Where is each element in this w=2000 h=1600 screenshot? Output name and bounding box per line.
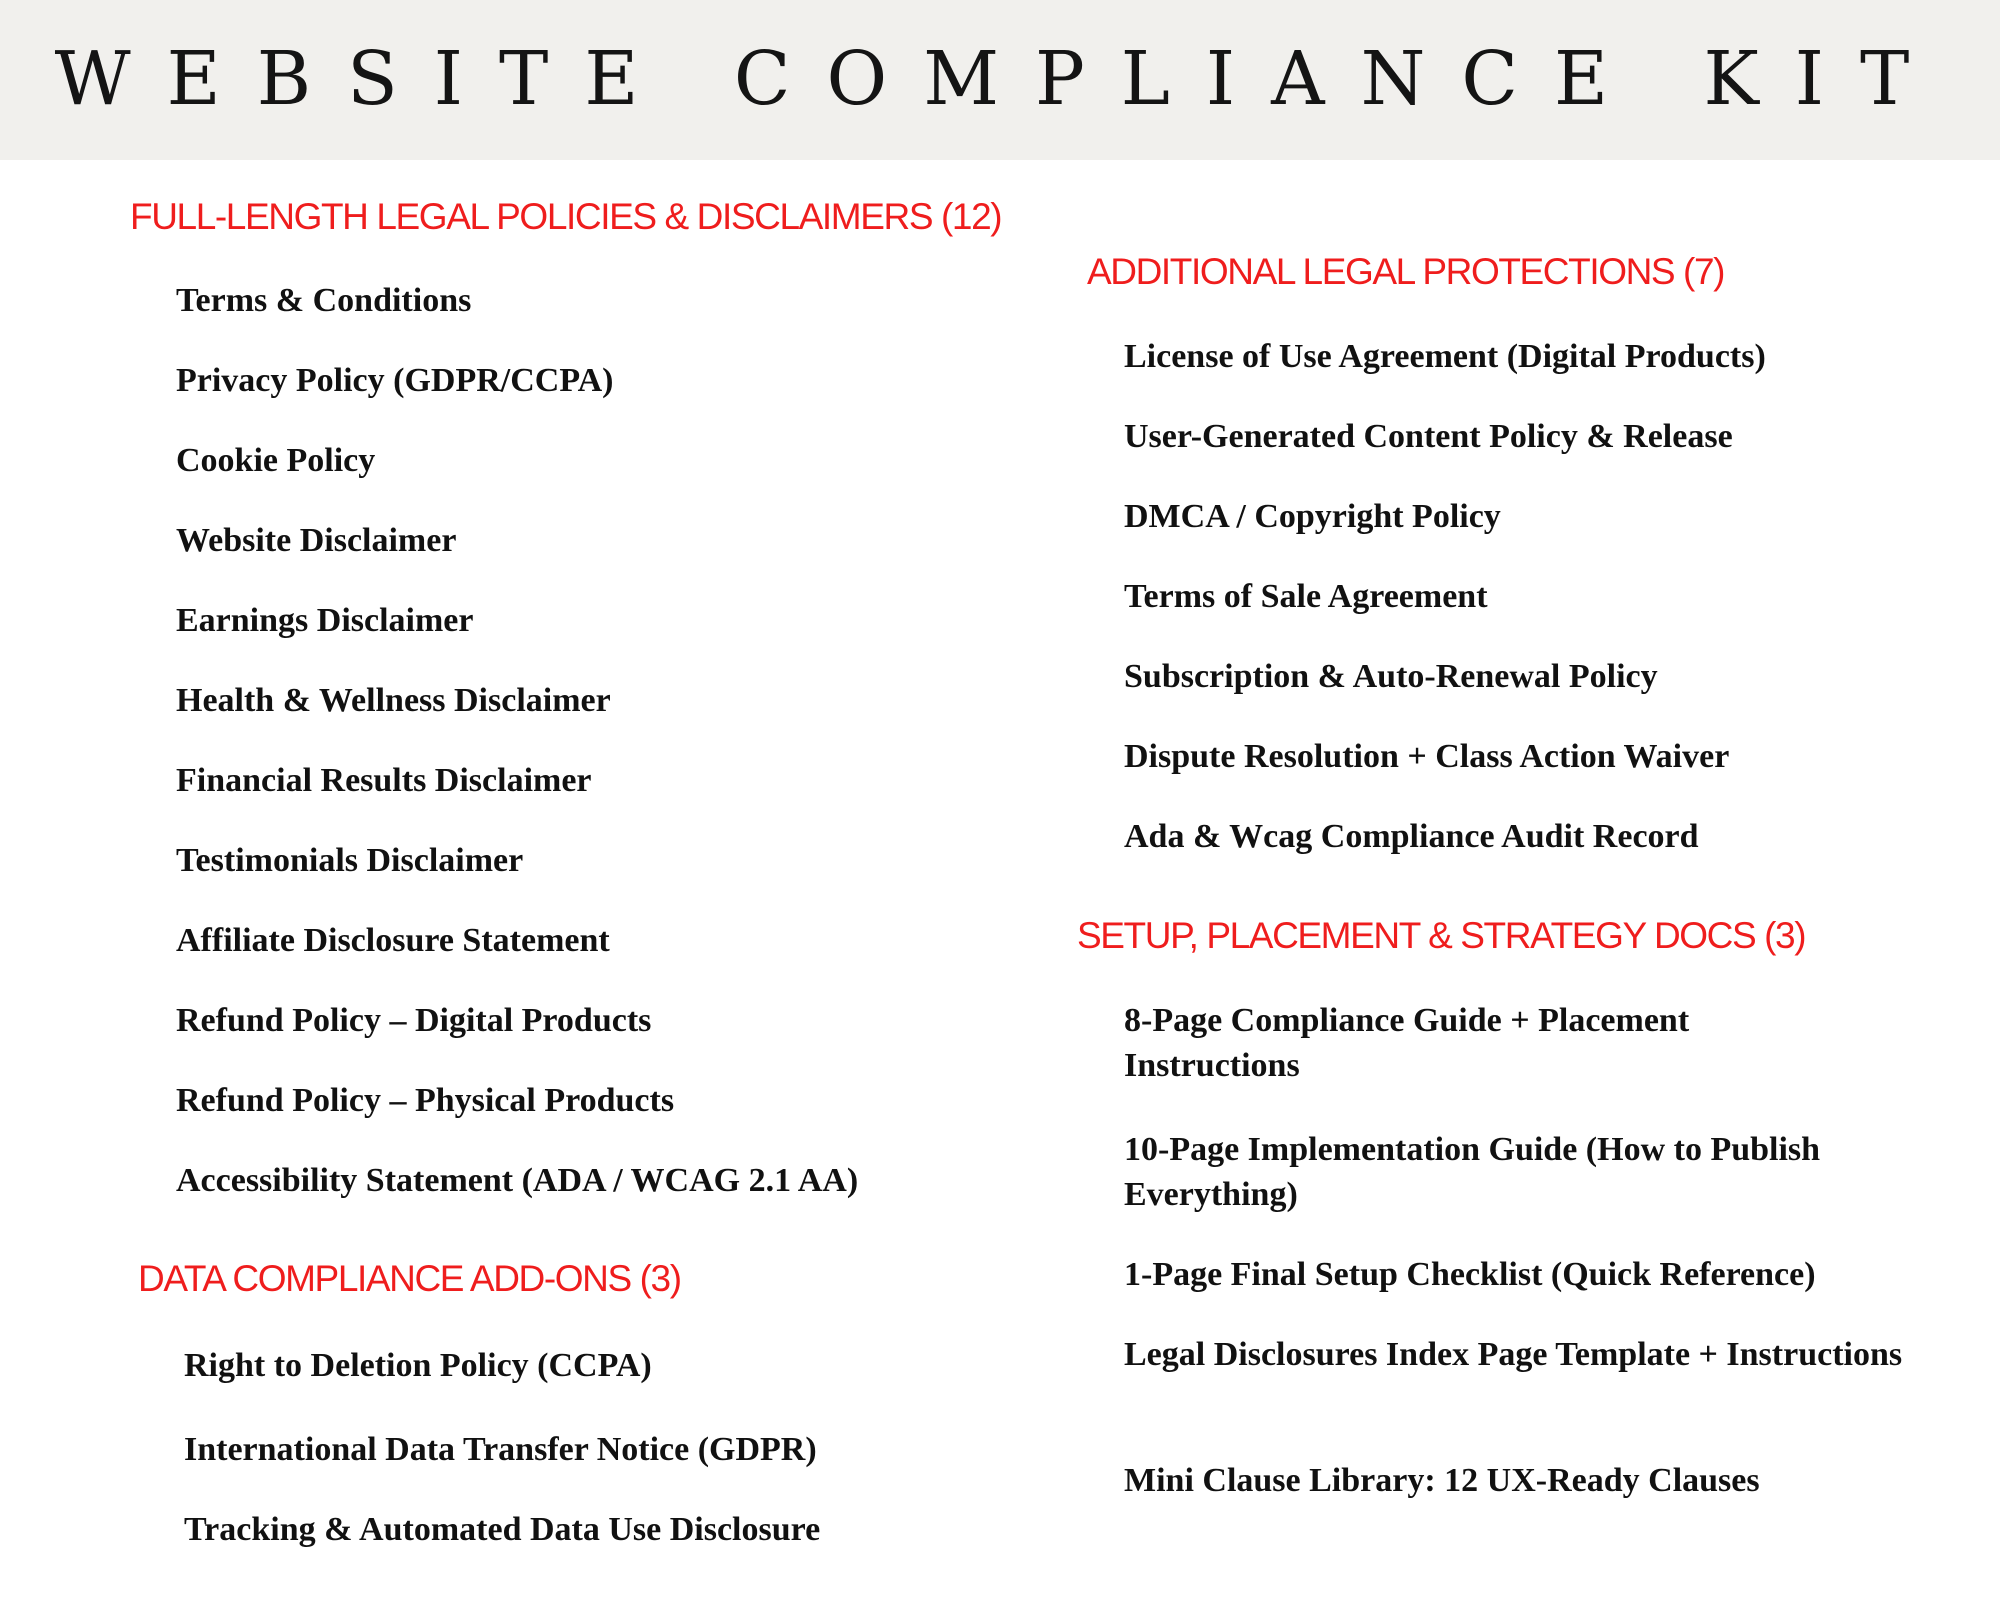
data-compliance-list [184,1343,984,1563]
list-item: Earnings Disclaimer [176,602,474,639]
list-item: Affiliate Disclosure Statement [176,922,610,959]
page-title: WEBSITE COMPLIANCE KIT [54,36,1946,122]
list-item: License of Use Agreement (Digital Products) [1124,338,1766,375]
list-item: Legal Disclosures Index Page Template + Instructions [1124,1336,1903,1373]
list-item: 8-Page Compliance Guide + Placement Instructions [1124,1002,1690,1084]
list-item: Refund Policy – Physical Products [176,1082,675,1119]
list-item: Terms of Sale Agreement [1124,578,1488,615]
setup-docs-list [1124,998,1994,1518]
section-heading-data-compliance: DATA COMPLIANCE ADD-ONS (3) [138,1258,681,1299]
full-length-policies-list [176,278,996,1228]
list-item: Dispute Resolution + Class Action Waiver [1124,738,1730,775]
section-heading-additional-protections: ADDITIONAL LEGAL PROTECTIONS (7) [1087,251,1725,292]
title-banner [0,0,2000,160]
list-item: DMCA / Copyright Policy [1124,498,1501,535]
section-heading-setup-docs: SETUP, PLACEMENT & STRATEGY DOCS (3) [1077,915,1806,956]
list-item: Right to Deletion Policy (CCPA) [184,1347,652,1384]
list-item: Accessibility Statement (ADA / WCAG 2.1 AA) [176,1162,859,1199]
list-item: Website Disclaimer [176,522,457,559]
list-item: 1-Page Final Setup Checklist (Quick Reference) [1124,1256,1816,1293]
list-item: Cookie Policy [176,442,376,479]
list-item: Ada & Wcag Compliance Audit Record [1124,818,1699,855]
list-item: Subscription & Auto-Renewal Policy [1124,658,1658,695]
additional-protections-list [1124,334,1984,874]
list-item: 10-Page Implementation Guide (How to Publish Everything) [1124,1131,1821,1213]
list-item: International Data Transfer Notice (GDPR) [184,1431,817,1468]
list-item: Mini Clause Library: 12 UX-Ready Clauses [1124,1462,1760,1499]
list-item: Testimonials Disclaimer [176,842,524,879]
list-item: Financial Results Disclaimer [176,762,592,799]
section-heading-full-length-policies: FULL-LENGTH LEGAL POLICIES & DISCLAIMERS (12) [130,196,1002,237]
list-item: Terms & Conditions [176,282,472,319]
list-item: Tracking & Automated Data Use Disclosure [184,1511,821,1548]
list-item: Privacy Policy (GDPR/CCPA) [176,362,614,399]
list-item: User-Generated Content Policy & Release [1124,418,1733,455]
list-item: Health & Wellness Disclaimer [176,682,611,719]
list-item: Refund Policy – Digital Products [176,1002,652,1039]
